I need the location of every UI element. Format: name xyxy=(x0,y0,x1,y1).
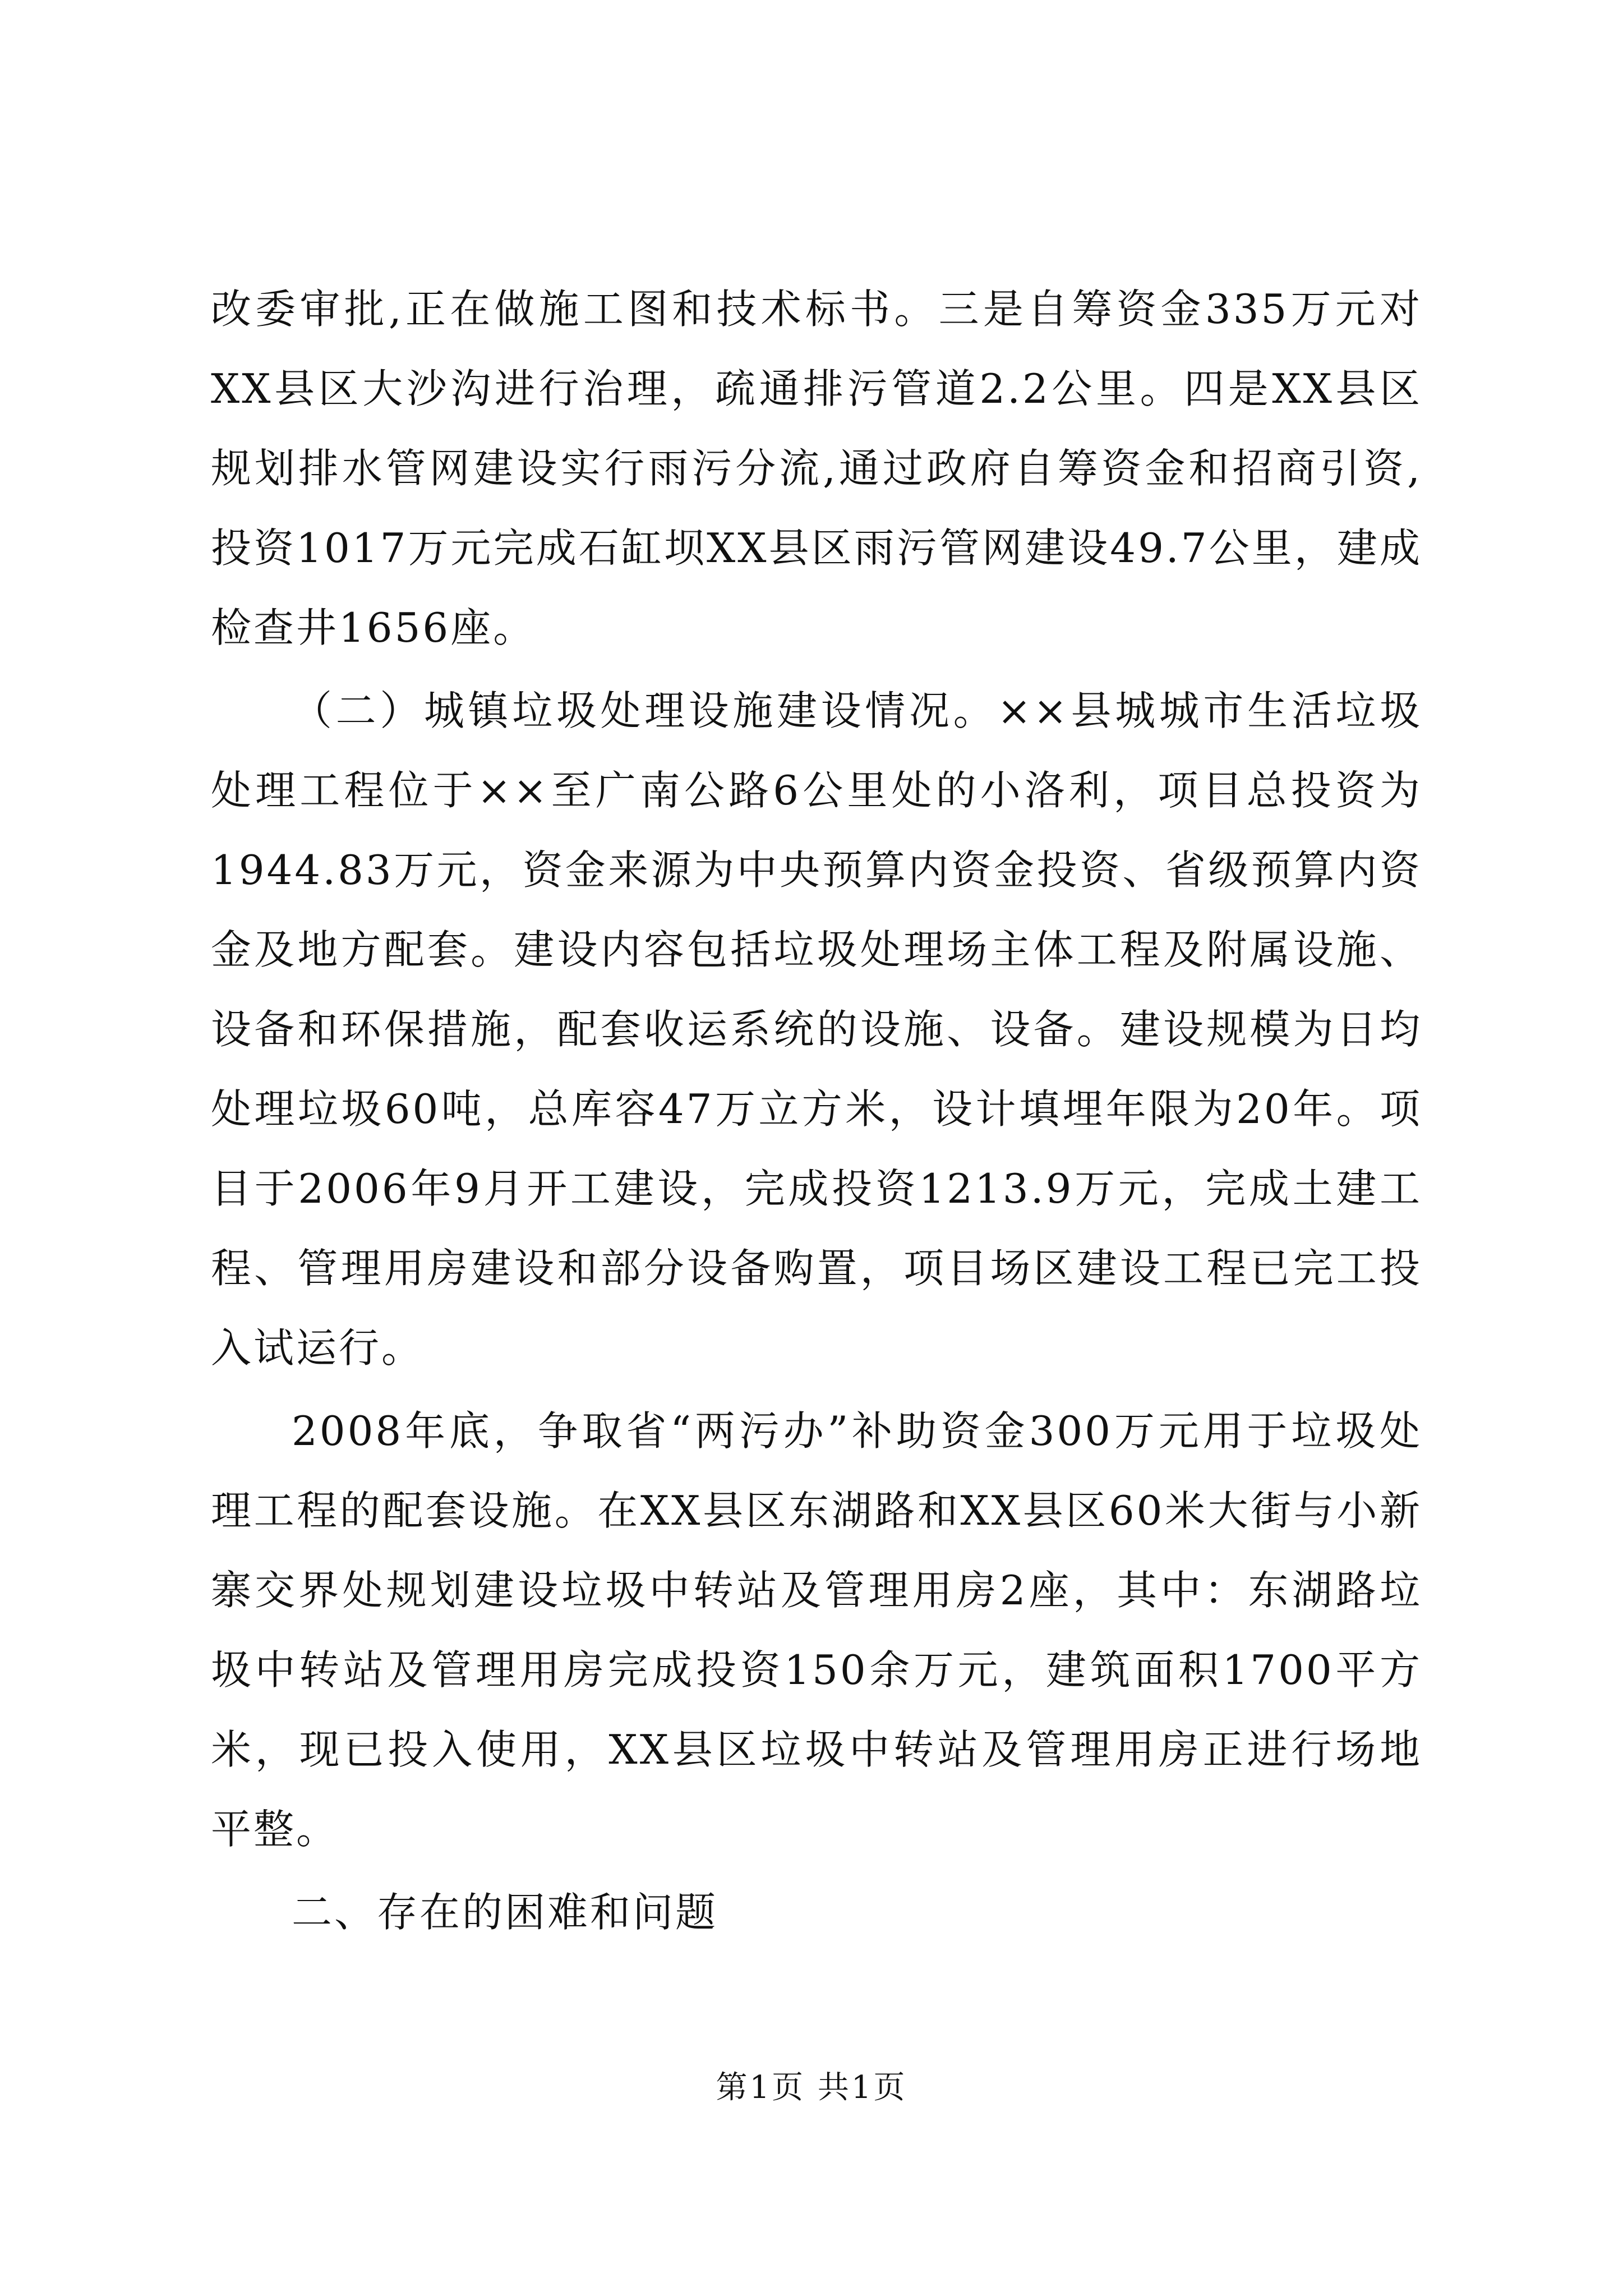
paragraph-continuation: 改委审批,正在做施工图和技术标书。三是自筹资金335万元对XX县区大沙沟进行治理，疏通排污管道2.2公里。四是XX县区规划排水管网建设实行雨污分流,通过政府自筹资金和招商引资,投资1017万元完成石缸坝XX县区雨污管网建设49.7公里，建成检查井1656座。 xyxy=(211,286,1422,651)
section-heading-problems: 二、存在的困难和问题 xyxy=(292,1889,718,1936)
paragraph-2008-funding: 2008年底，争取省“两污办”补助资金300万元用于垃圾处理工程的配套设施。在XX县区东湖路和XX县区60米大街与小新寨交界处规划建设垃圾中转站及管理用房2座，其中：东湖路垃圾中转站及管理用房完成投资150余万元，建筑面积1700平方米，现已投入使用，XX县区垃圾中转站及管理用房正进行场地平整。 xyxy=(211,1407,1422,1853)
document-body xyxy=(211,269,1422,1952)
page-footer: 第1页 共1页 xyxy=(716,2069,907,2106)
paragraph-section-garbage-facilities: （二）城镇垃圾处理设施建设情况。××县城城市生活垃圾处理工程位于××至广南公路6公里处的小洛利，项目总投资为1944.83万元，资金来源为中央预算内资金投资、省级预算内资金及地方配套。建设内容包括垃圾处理场主体工程及附属设施、设备和环保措施，配套收运系统的设施、设备。建设规模为日均处理垃圾60吨，总库容47万立方米，设计填埋年限为20年。项目于2006年9月开工建设，完成投资1213.9万元，完成土建工程、管理用房建设和部分设备购置，项目场区建设工程已完工投入试运行。 xyxy=(211,687,1422,1372)
